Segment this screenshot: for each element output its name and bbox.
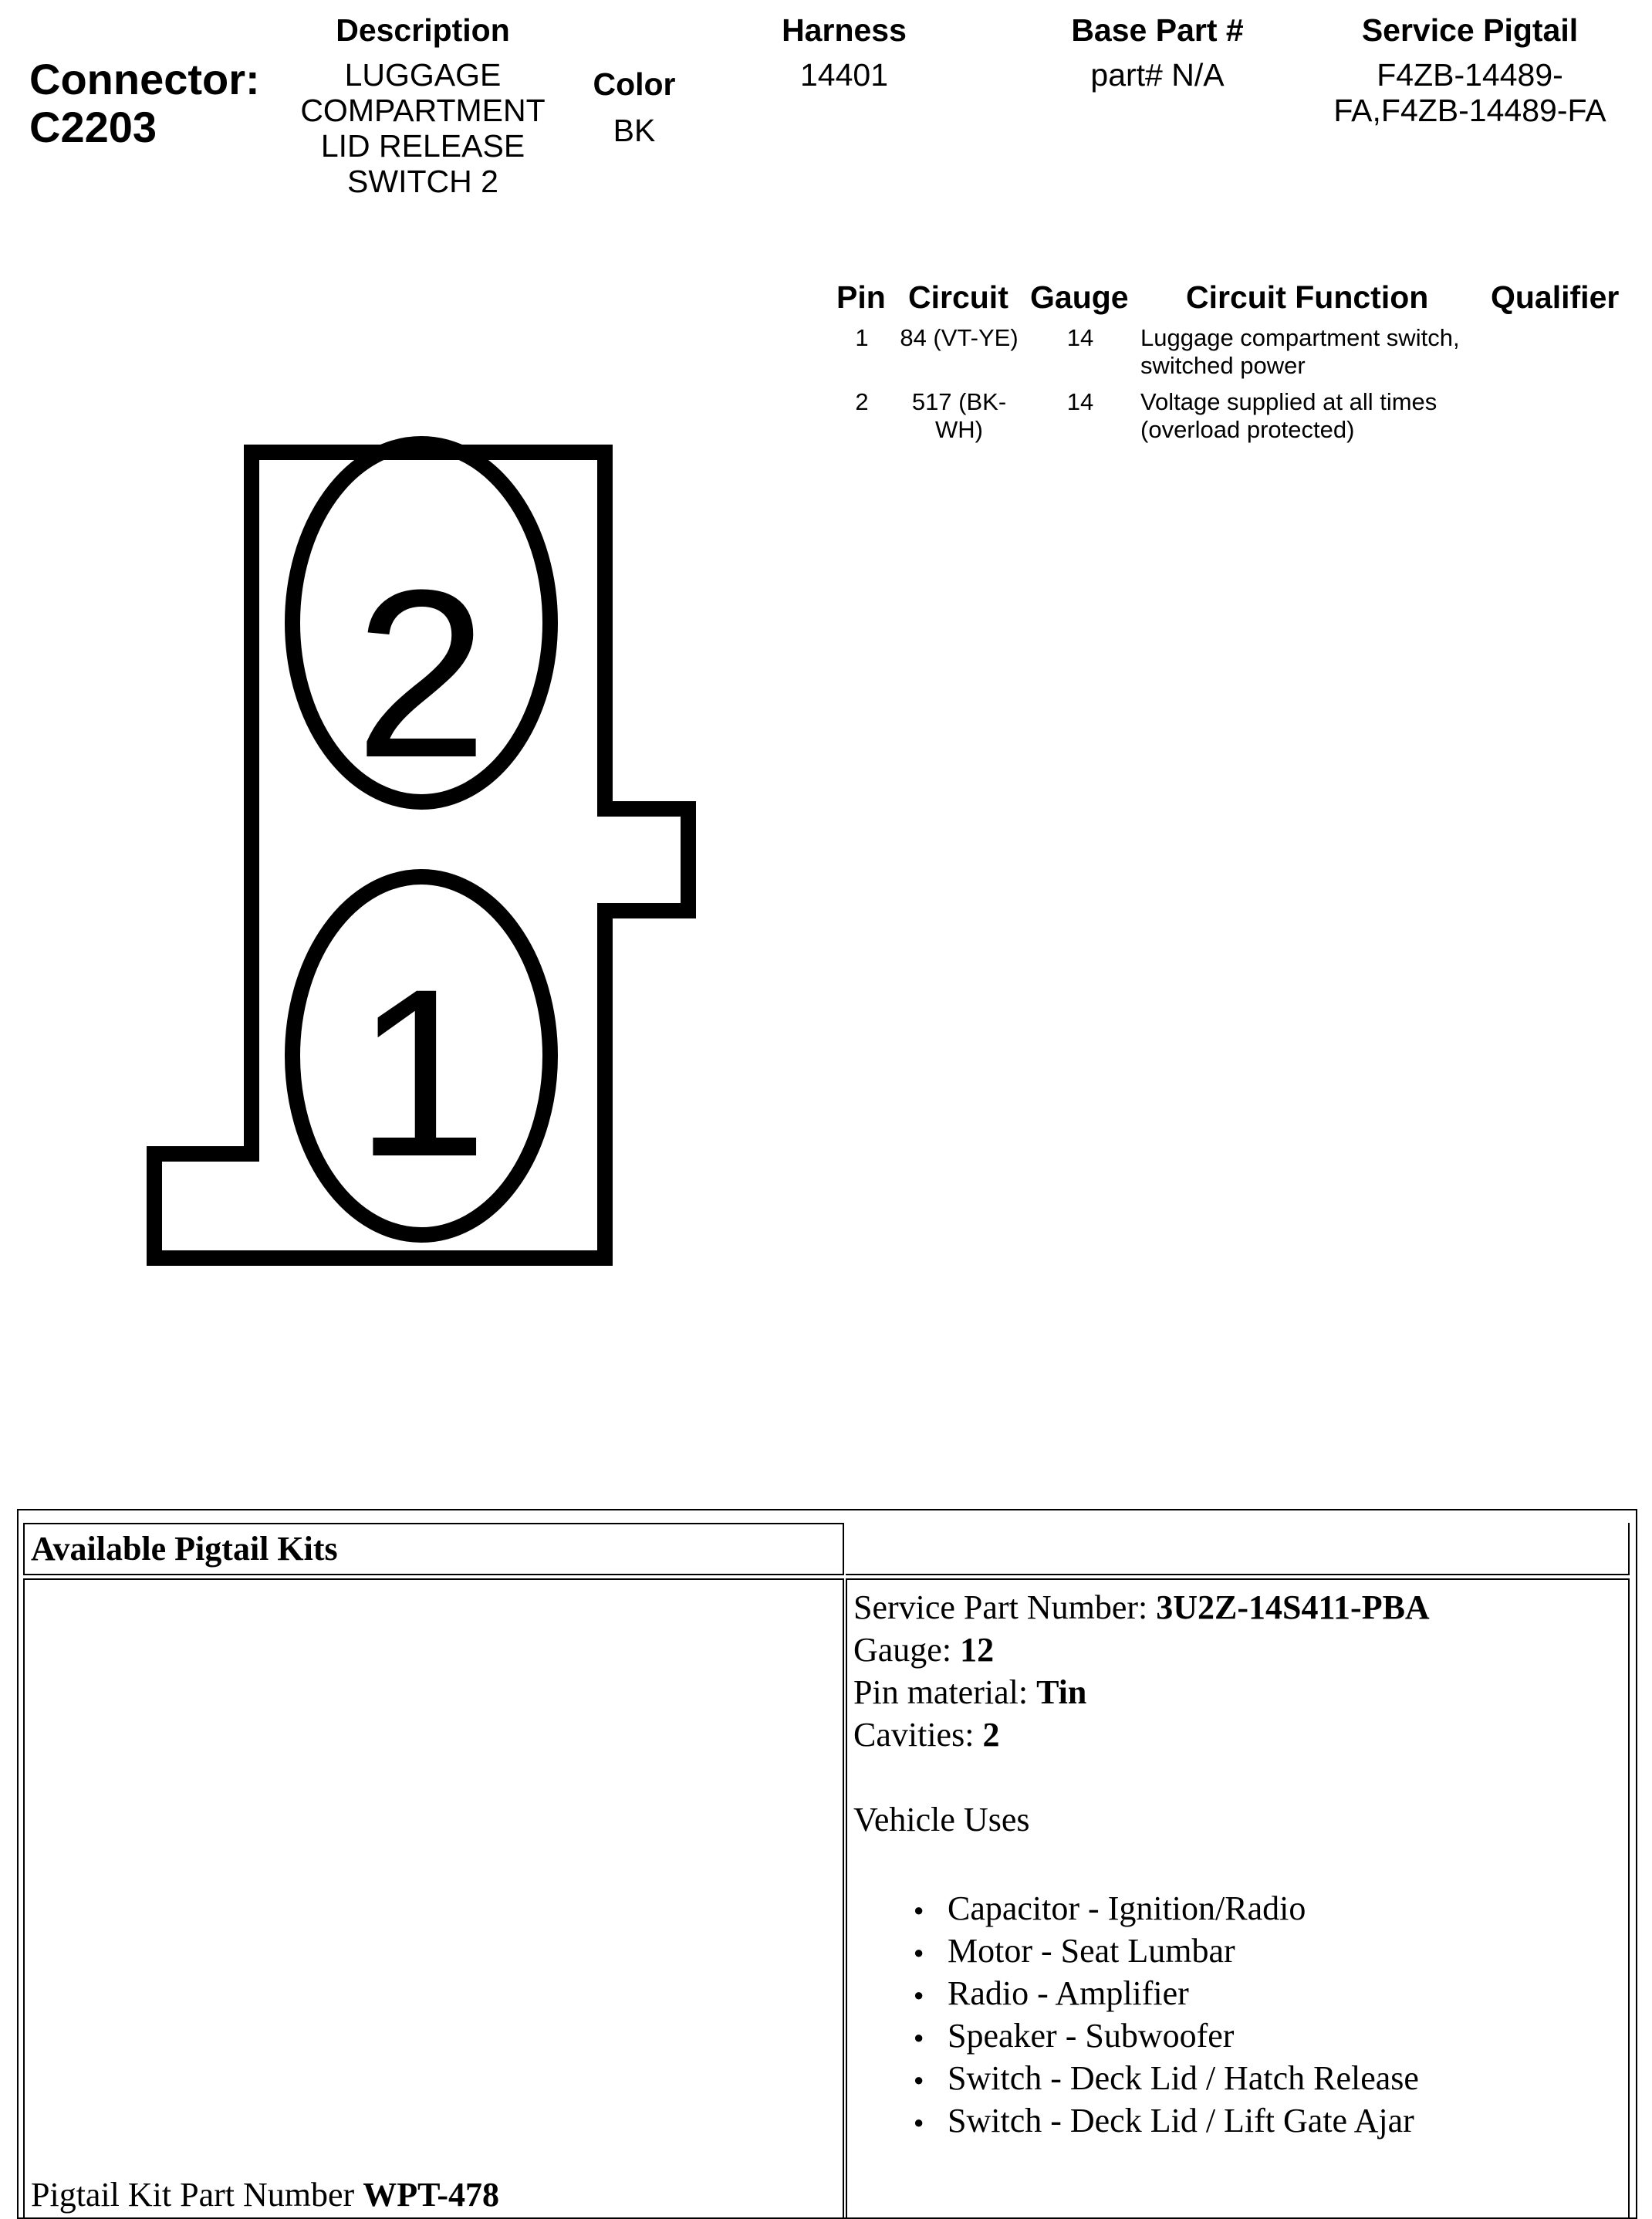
list-item: ● Speaker - Subwoofer [853,2014,1430,2057]
function-line: switched power [1140,352,1306,379]
gauge-cell: 14 [1066,388,1094,415]
pin-material-label: Pin material: [853,1673,1037,1711]
description-line: LUGGAGE [344,57,502,93]
gauge-cell: 14 [1066,324,1094,351]
service-pigtail-line: F4ZB-14489- [1377,57,1563,93]
connector-label: Connector: [29,55,260,103]
list-item: ● Motor - Seat Lumbar [853,1930,1430,1972]
pigtail-title-cell [23,1523,844,1575]
pin-1-label: 1 [354,939,488,1206]
pin-material-row [853,1671,1430,1713]
color-value: BK [613,113,656,148]
circuit-line: 517 (BK- [911,388,1007,415]
function-line: Voltage supplied at all times [1140,388,1437,415]
color-header: Color [593,66,676,102]
connector-id: C2203 [29,103,157,151]
pigtail-title: Available Pigtail Kits [31,1530,338,1568]
pin-material-value: Tin [1036,1673,1087,1711]
service-part-label: Service Part Number: [853,1588,1157,1626]
cavities-label: Cavities: [853,1716,983,1754]
vehicle-uses-list [853,1887,1430,2142]
gauge-header: Gauge [1030,279,1129,315]
pigtail-details-cell [846,1578,1630,2219]
service-pigtail-header: Service Pigtail [1361,12,1579,48]
list-item: ● Radio - Amplifier [853,1972,1430,2014]
service-part-value: 3U2Z-14S411-PBA [1156,1588,1430,1626]
harness-header: Harness [782,12,907,48]
description-header: Description [336,12,510,48]
list-item: ● Switch - Deck Lid / Lift Gate Ajar [853,2099,1430,2142]
circuit-function-header: Circuit Function [1186,279,1429,315]
function-line: (overload protected) [1140,416,1355,443]
description-line: LID RELEASE [320,128,525,164]
pigtail-kit-number [31,2173,499,2216]
qualifier-header: Qualifier [1491,279,1620,315]
base-part-value: part# N/A [1090,57,1225,93]
description-line: SWITCH 2 [347,164,498,199]
pin-2-label: 2 [354,540,488,807]
service-part-row [853,1586,1430,1629]
circuit-line: WH) [935,416,983,443]
gauge-row [853,1629,1430,1671]
pigtail-kit-label: Pigtail Kit Part Number [31,2176,363,2214]
base-part-header: Base Part # [1071,12,1244,48]
harness-value: 14401 [799,57,888,93]
pigtail-kit-cell [23,1578,844,2219]
list-item: ● Capacitor - Ignition/Radio [853,1887,1430,1930]
gauge-value: 12 [960,1631,995,1669]
circuit-line: 84 (VT-YE) [900,324,1019,351]
cavities-row [853,1713,1430,1756]
cavities-value: 2 [982,1716,1000,1754]
pin-header: Pin [836,279,886,315]
pigtail-title-spacer-cell [846,1523,1630,1575]
service-pigtail-line: FA,F4ZB-14489-FA [1333,93,1606,128]
description-line: COMPARTMENT [300,93,546,128]
pigtail-kit-value: WPT-478 [363,2176,500,2214]
gauge-label: Gauge: [853,1631,961,1669]
vehicle-uses-label: Vehicle Uses [853,1801,1030,1838]
pin-cell: 1 [855,324,869,351]
circuit-header: Circuit [908,279,1008,315]
pigtail-details [853,1586,1430,2142]
function-line: Luggage compartment switch, [1140,324,1460,351]
list-item: ● Switch - Deck Lid / Hatch Release [853,2057,1430,2099]
pin-cell: 2 [855,388,869,415]
